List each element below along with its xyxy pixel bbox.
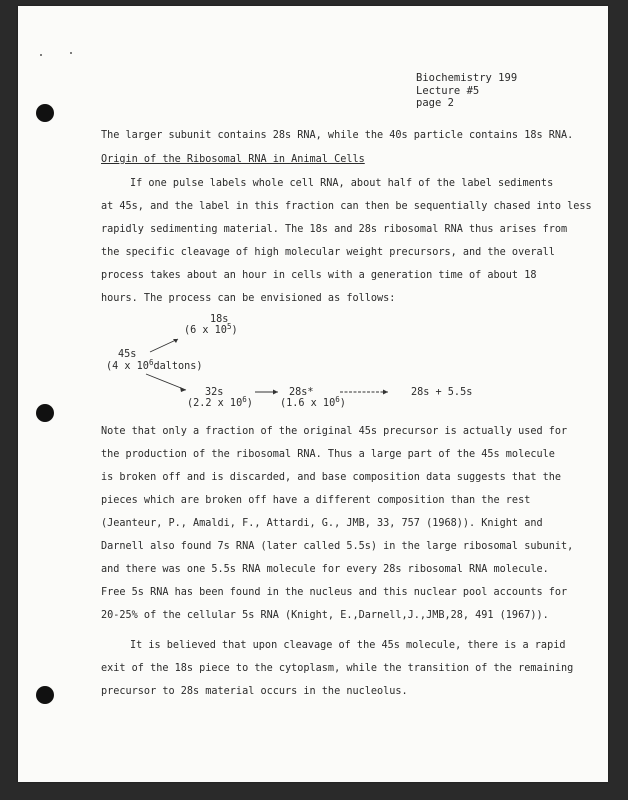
node-45s-label: 45s: [118, 349, 137, 360]
paragraph-line: and there was one 5.5s RNA molecule for every 28s ribosomal RNA molecule.: [101, 564, 549, 575]
paragraph-line: (Jeanteur, P., Amaldi, F., Attardi, G., JMB, 33, 757 (1968)). Knight and: [101, 518, 543, 529]
paragraph-line: 20-25% of the cellular 5s RNA (Knight, E.,Darnell,J.,JMB,28, 491 (1967)).: [101, 610, 549, 621]
paragraph-line: If one pulse labels whole cell RNA, about half of the label sediments: [130, 178, 554, 189]
node-28s-mass-base: (1.6 x 10: [280, 398, 336, 409]
paragraph-line: is broken off and is discarded, and base composition data suggests that the: [101, 472, 562, 483]
paragraph-line: It is believed that upon cleavage of the 45s molecule, there is a rapid: [130, 640, 566, 651]
arrowhead-icon: [273, 390, 278, 395]
paragraph-line: at 45s, and the label in this fraction can then be sequentially chased into less: [101, 201, 592, 212]
arrow-45s-to-32s: [146, 374, 186, 390]
paragraph-line: precursor to 28s material occurs in the nucleolus.: [101, 686, 408, 697]
paragraph-line: Darnell also found 7s RNA (later called 5.5s) in the large ribosomal subunit,: [101, 541, 574, 552]
node-18s-mass-exp: 5: [226, 322, 232, 331]
node-45s-mass-base: (4 x 10: [106, 361, 149, 372]
node-18s-mass-base: (6 x 10: [184, 325, 227, 336]
section-title: Origin of the Ribosomal RNA in Animal Cells: [101, 154, 365, 165]
paragraph-line: exit of the 18s piece to the cytoplasm, while the transition of the remaining: [101, 663, 574, 674]
node-28s-mass-exp: 6: [335, 395, 340, 404]
node-32s-label: 32s: [205, 387, 224, 398]
paragraph-line: pieces which are broken off have a different composition than the rest: [101, 495, 531, 506]
course-label: Biochemistry 199: [416, 72, 518, 84]
arrow-45s-to-18s: [150, 339, 178, 352]
paragraph-line: process takes about an hour in cells with a generation time of about 18: [101, 270, 537, 281]
paragraph-line: the specific cleavage of high molecular weight precursors, and the overall: [101, 247, 555, 258]
paragraph-line: rapidly sedimenting material. The 18s and 28s ribosomal RNA thus arises from: [101, 224, 568, 235]
node-18s-label: 18s: [210, 314, 229, 325]
paragraph-line: Free 5s RNA has been found in the nucleus and this nuclear pool accounts for: [101, 587, 568, 598]
node-45s-mass-exp: 6: [148, 358, 154, 367]
paragraph-line: the production of the ribosomal RNA. Thus a large part of the 45s molecule: [101, 449, 555, 460]
node-32s-mass-close: ): [246, 398, 253, 409]
node-final-products: 28s + 5.5s: [411, 387, 473, 398]
document-page: [18, 6, 608, 782]
paragraph-line: hours. The process can be envisioned as follows:: [101, 293, 396, 304]
node-45s-mass-unit: daltons): [153, 361, 203, 372]
node-32s-mass-exp: 6: [242, 395, 247, 404]
page-number: page 2: [416, 97, 454, 109]
node-18s-mass-close: ): [231, 325, 238, 336]
diagram-arrows: [18, 6, 608, 782]
node-28s-label: 28s*: [289, 387, 314, 398]
lecture-label: Lecture #5: [416, 84, 480, 97]
arrowhead-icon: [383, 390, 388, 395]
paragraph-line: Note that only a fraction of the original 45s precursor is actually used for: [101, 426, 568, 437]
intro-line: The larger subunit contains 28s RNA, while the 40s particle contains 18s RNA.: [101, 130, 574, 141]
node-32s-mass-base: (2.2 x 10: [187, 398, 243, 409]
node-28s-mass-close: ): [339, 398, 346, 409]
